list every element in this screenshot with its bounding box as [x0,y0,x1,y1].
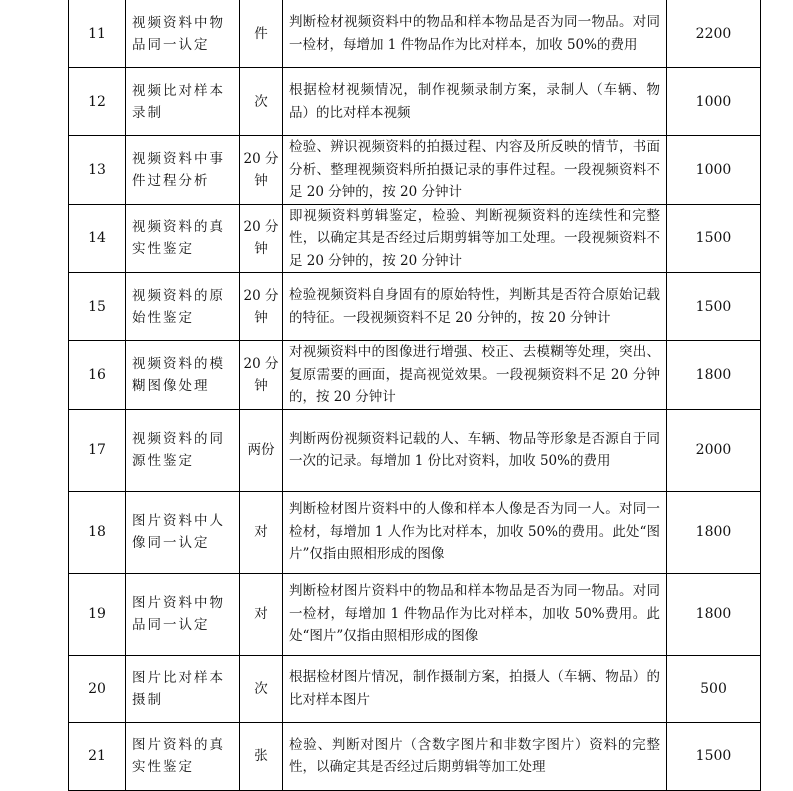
item-unit: 20 分钟 [240,341,283,410]
item-fee: 1500 [667,273,761,341]
item-description: 判断检材视频资料中的物品和样本物品是否为同一物品。对同一检材，每增加 1 件物品作为比对样本，加收 50%的费用 [283,0,667,68]
row-number: 14 [69,204,126,273]
item-fee: 2000 [667,409,761,491]
table-row [69,0,761,68]
row-number: 11 [69,0,126,68]
table-row [69,341,761,410]
item-name: 图片比对样本摄制 [126,655,240,722]
item-name: 视频资料的模糊图像处理 [126,341,240,410]
row-number: 15 [69,273,126,341]
table-row [69,136,761,205]
item-fee: 1000 [667,68,761,136]
item-unit: 20 分钟 [240,136,283,205]
table-row [69,68,761,136]
item-fee: 1800 [667,573,761,655]
item-fee: 500 [667,655,761,722]
table-row [69,204,761,273]
item-unit: 次 [240,655,283,722]
table-row [69,491,761,573]
item-description: 检验、辨识视频资料的拍摄过程、内容及所反映的情节，书面分析、整理视频资料所拍摄记录的事件过程。一段视频资料不足 20 分钟的，按 20 分钟计 [283,136,667,205]
row-number: 12 [69,68,126,136]
item-fee: 2200 [667,0,761,68]
item-description: 判断检材图片资料中的物品和样本物品是否为同一物品。对同一检材，每增加 1 件物品作为比对样本，加收 50%费用。此处“图片”仅指由照相形成的图像 [283,573,667,655]
item-description: 对视频资料中的图像进行增强、校正、去模糊等处理，突出、复原需要的画面，提高视觉效果。一段视频资料不足 20 分钟的，按 20 分钟计 [283,341,667,410]
row-number: 16 [69,341,126,410]
item-unit: 20 分钟 [240,204,283,273]
row-number: 19 [69,573,126,655]
row-number: 18 [69,491,126,573]
item-name: 视频资料的原始性鉴定 [126,273,240,341]
item-unit: 两份 [240,409,283,491]
item-name: 视频资料中物品同一认定 [126,0,240,68]
item-fee: 1000 [667,136,761,205]
item-fee: 1500 [667,722,761,790]
item-unit: 次 [240,68,283,136]
item-fee: 1800 [667,341,761,410]
table-row [69,655,761,722]
table-row [69,409,761,491]
item-description: 判断检材图片资料中的人像和样本人像是否为同一人。对同一检材，每增加 1 人作为比对样本，加收 50%的费用。此处“图片”仅指由照相形成的图像 [283,491,667,573]
row-number: 17 [69,409,126,491]
item-name: 视频资料的真实性鉴定 [126,204,240,273]
row-number: 20 [69,655,126,722]
table-row [69,722,761,790]
item-name: 视频比对样本录制 [126,68,240,136]
row-number: 21 [69,722,126,790]
item-description: 即视频资料剪辑鉴定，检验、判断视频资料的连续性和完整性，以确定其是否经过后期剪辑等加工处理。一段视频资料不足 20 分钟的，按 20 分钟计 [283,204,667,273]
item-name: 图片资料中人像同一认定 [126,491,240,573]
table-row [69,273,761,341]
item-unit: 20 分钟 [240,273,283,341]
item-description: 判断两份视频资料记载的人、车辆、物品等形象是否源自于同一次的记录。每增加 1 份比对资料，加收 50%的费用 [283,409,667,491]
item-description: 根据检材视频情况，制作视频录制方案，录制人（车辆、物品）的比对样本视频 [283,68,667,136]
item-name: 视频资料的同源性鉴定 [126,409,240,491]
item-name: 图片资料的真实性鉴定 [126,722,240,790]
item-unit: 件 [240,0,283,68]
item-unit: 对 [240,573,283,655]
fee-table [68,0,761,791]
item-fee: 1500 [667,204,761,273]
item-description: 检验视频资料自身固有的原始特性，判断其是否符合原始记载的特征。一段视频资料不足 20 分钟的，按 20 分钟计 [283,273,667,341]
item-fee: 1800 [667,491,761,573]
item-unit: 对 [240,491,283,573]
item-description: 检验、判断对图片（含数字图片和非数字图片）资料的完整性，以确定其是否经过后期剪辑等加工处理 [283,722,667,790]
item-description: 根据检材图片情况，制作摄制方案，拍摄人（车辆、物品）的比对样本图片 [283,655,667,722]
row-number: 13 [69,136,126,205]
table-row [69,573,761,655]
item-name: 图片资料中物品同一认定 [126,573,240,655]
item-name: 视频资料中事件过程分析 [126,136,240,205]
item-unit: 张 [240,722,283,790]
